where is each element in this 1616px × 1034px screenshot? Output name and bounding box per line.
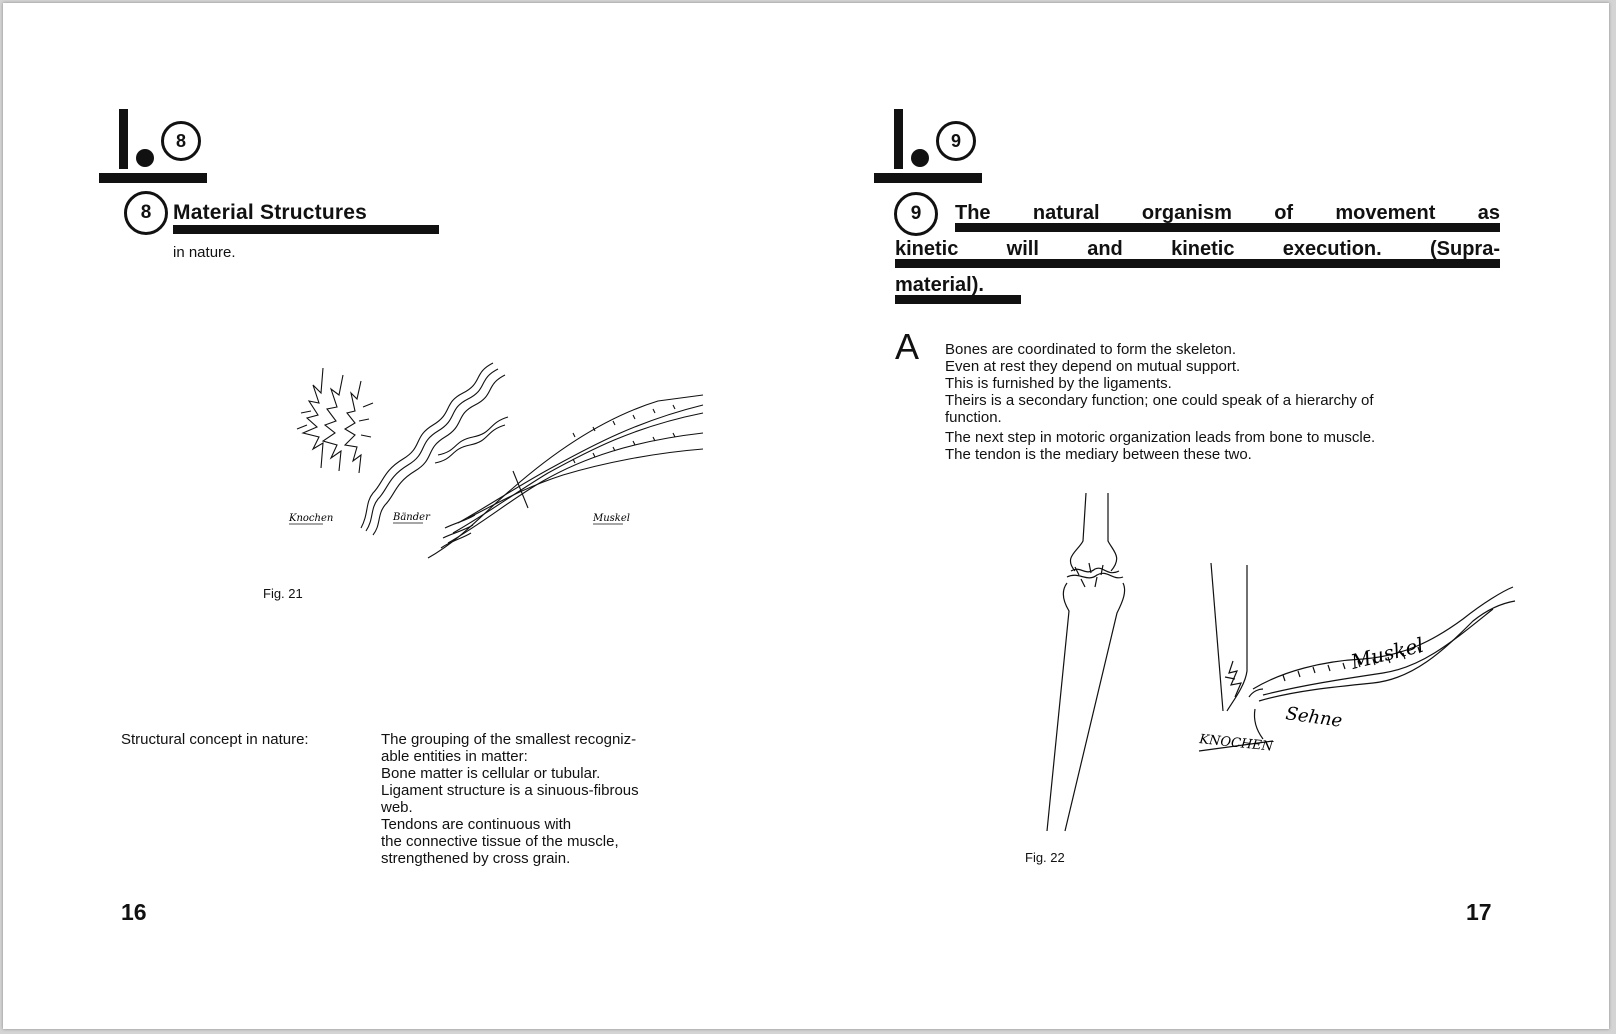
book-spread: [3, 3, 1609, 1029]
fig-21-illustration: [273, 363, 733, 578]
title-line: material).: [895, 274, 984, 296]
marker-bar: [119, 109, 128, 169]
fig-22-illustration: [1023, 491, 1523, 841]
concept-line: the connective tissue of the muscle,: [381, 833, 619, 850]
body-line: Bones are coordinated to form the skeleton.: [945, 341, 1237, 358]
title-line: kinetic will and kinetic execution. (Supra-: [895, 238, 1500, 260]
muscle-sketch: [1253, 587, 1513, 689]
title-line: The natural organism of movement as: [955, 202, 1500, 224]
section-marker-logo: [99, 109, 219, 189]
marker-dot: [911, 149, 929, 167]
muscle-structure-sketch: [428, 395, 703, 558]
concept-line: able entities in matter:: [381, 748, 528, 765]
section-number: 9: [894, 192, 938, 236]
fig-22-label-knochen: KNOCHEN: [1198, 732, 1274, 755]
body-line: function.: [945, 409, 1002, 426]
section-marker-logo: [874, 109, 994, 189]
fig-21-label-knochen: Knochen: [289, 513, 334, 524]
bone-structure-sketch: [297, 368, 373, 473]
section-title: Material Structures: [173, 201, 368, 224]
page-number: 17: [1466, 899, 1492, 925]
body-line: Theirs is a secondary function; one could speak of a hierarchy of: [945, 392, 1374, 409]
concept-line: strengthened by cross grain.: [381, 850, 571, 867]
marker-bar: [894, 109, 903, 169]
paragraph-2: [945, 429, 1375, 463]
concept-line: Bone matter is cellular or tubular.: [381, 765, 601, 782]
section-number: 8: [124, 191, 168, 235]
marker-base: [99, 173, 207, 183]
right-page: [803, 3, 1609, 1029]
concept-line: Ligament structure is a sinuous-fibrous: [381, 782, 639, 799]
left-page: [3, 3, 803, 1029]
concept-line: The grouping of the smallest recogniz-: [381, 731, 637, 748]
paragraph-1: [945, 341, 1375, 426]
fig-21-caption: Fig. 21: [263, 586, 303, 601]
fig-22-label-muskel: Muskel: [1348, 632, 1426, 674]
concept-text: [381, 731, 639, 867]
lower-bone: [1047, 583, 1069, 831]
fig-21-label-muskel: Muskel: [593, 513, 630, 524]
body-line: Even at rest they depend on mutual support.: [945, 358, 1241, 375]
concept-line: Tendons are continuous with: [381, 816, 572, 833]
body-text: [945, 341, 1375, 466]
page-number: 16: [121, 899, 147, 925]
drop-letter: A: [895, 326, 920, 367]
body-line: The next step in motoric organization leads from bone to muscle.: [945, 429, 1376, 446]
marker-dot: [136, 149, 154, 167]
title-underline: [173, 225, 439, 234]
body-line: The tendon is the mediary between these two.: [945, 446, 1252, 463]
second-bone: [1211, 563, 1223, 711]
concept-line: web.: [381, 799, 413, 816]
fig-21-label-baender: Bänder: [393, 512, 430, 523]
section-subtitle: in nature.: [173, 244, 236, 261]
upper-bone: [1070, 493, 1086, 571]
body-line: This is furnished by the ligaments.: [945, 375, 1172, 392]
concept-label: Structural concept in nature:: [121, 731, 309, 748]
marker-number: 8: [161, 121, 201, 161]
section-title: [895, 195, 1500, 303]
fig-22-caption: Fig. 22: [1025, 850, 1065, 865]
fig-22-label-sehne: Sehne: [1284, 703, 1344, 732]
marker-base: [874, 173, 982, 183]
marker-number: 9: [936, 121, 976, 161]
